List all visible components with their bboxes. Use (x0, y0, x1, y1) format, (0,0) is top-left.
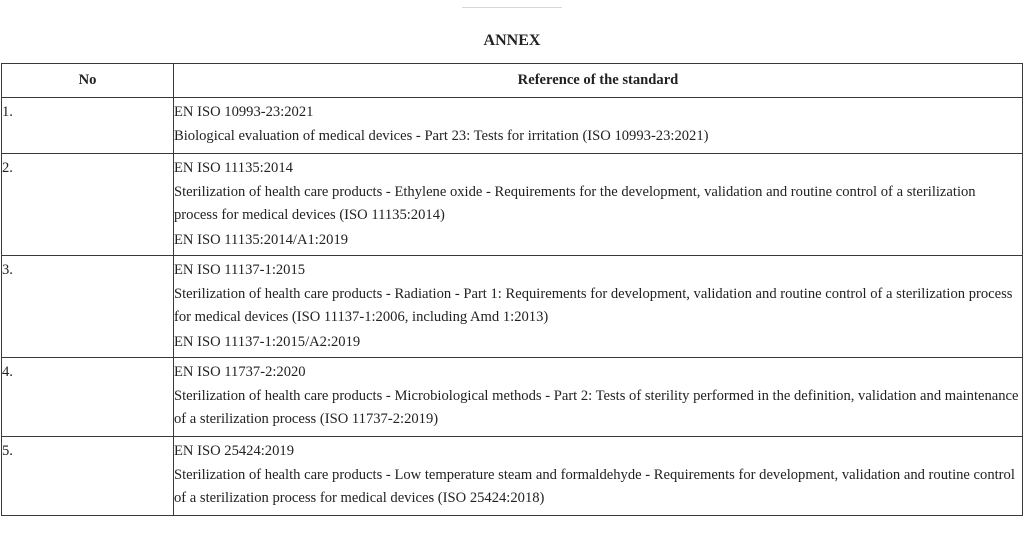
row-number: 4. (2, 358, 174, 437)
table-row (2, 256, 1023, 358)
standard-code: EN ISO 25424:2019 (174, 443, 294, 459)
reference-cell (174, 98, 1023, 154)
standard-title: Sterilization of health care products - Low temperature steam and formaldehyde - Requirements for development, validation and routine control of a sterilization process for medical devices (ISO 25424:2018) (174, 467, 1015, 506)
header-reference: Reference of the standard (174, 64, 1023, 98)
standard-code: EN ISO 11137-1:2015 (174, 262, 306, 278)
standards-table (1, 63, 1023, 516)
standard-code: EN ISO 10993-23:2021 (174, 104, 314, 120)
row-number: 5. (2, 437, 174, 516)
top-divider (462, 7, 562, 8)
table-row (2, 154, 1023, 256)
table-row (2, 98, 1023, 154)
reference-cell (174, 358, 1023, 437)
header-no: No (2, 64, 174, 98)
reference-cell (174, 256, 1023, 358)
standard-title: Sterilization of health care products - Radiation - Part 1: Requirements for development, validation and routine control of a sterilization process for medical devices (ISO 11137-1:2006, including Amd 1:2013) (174, 286, 1013, 325)
table-row (2, 358, 1023, 437)
standard-amendment: EN ISO 11137-1:2015/A2:2019 (174, 334, 361, 350)
annex-title: ANNEX (483, 32, 541, 49)
standard-code: EN ISO 11135:2014 (174, 160, 293, 176)
table-row (2, 437, 1023, 516)
table-header-row (2, 64, 1023, 98)
standard-title: Sterilization of health care products - Ethylene oxide - Requirements for the development, validation and routine control of a sterilization process for medical devices (ISO 11135:2014) (174, 184, 976, 223)
reference-cell (174, 437, 1023, 516)
row-number: 2. (2, 154, 174, 256)
standard-title: Sterilization of health care products - Microbiological methods - Part 2: Tests of sterility performed in the definition, validation and maintenance of a sterilization process (ISO 11737-2:2019) (174, 388, 1019, 427)
standard-amendment: EN ISO 11135:2014/A1:2019 (174, 232, 349, 248)
row-number: 3. (2, 256, 174, 358)
standard-title: Biological evaluation of medical devices - Part 23: Tests for irritation (ISO 10993-23:2021) (174, 128, 709, 144)
reference-cell (174, 154, 1023, 256)
table-body (2, 98, 1023, 516)
row-number: 1. (2, 98, 174, 154)
standard-code: EN ISO 11737-2:2020 (174, 364, 306, 380)
